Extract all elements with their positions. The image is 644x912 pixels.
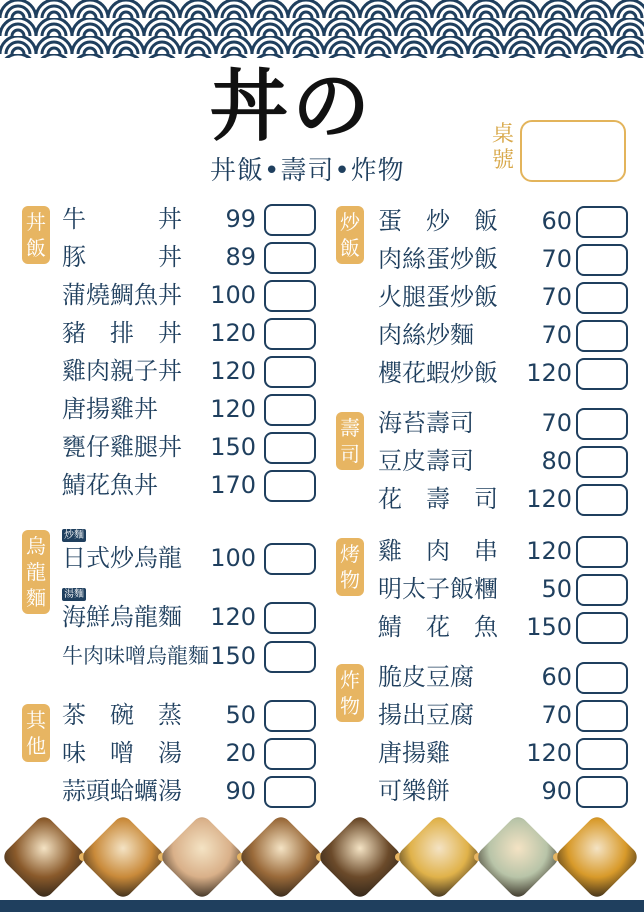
- menu-item-price: 120: [526, 359, 572, 387]
- menu-item: [0, 736, 644, 770]
- menu-item-name: 海苔壽司: [378, 409, 474, 437]
- menu-item-name: 揚出豆腐: [378, 701, 474, 729]
- category-grilled: 烤物: [336, 538, 364, 596]
- category-fried-rice: 炒飯: [336, 206, 364, 264]
- quantity-box[interactable]: [576, 358, 628, 390]
- menu-item-price: 70: [541, 701, 572, 729]
- menu-item-name: 海鮮烏龍麵: [62, 603, 182, 631]
- grilled-fish-photo: [237, 813, 325, 901]
- menu-item-name: 唐揚雞: [378, 739, 450, 767]
- quantity-box[interactable]: [576, 282, 628, 314]
- noodle-type-tag: 湯麵: [64, 589, 84, 600]
- menu-item: [0, 774, 644, 808]
- menu-item: [0, 444, 644, 478]
- menu-item-price: 89: [225, 243, 256, 271]
- menu-item: [0, 572, 644, 606]
- quantity-box[interactable]: [576, 206, 628, 238]
- menu-item-price: 120: [526, 739, 572, 767]
- restaurant-subtitle: 丼飯•壽司•炸物: [210, 156, 405, 186]
- quantity-box[interactable]: [576, 244, 628, 276]
- table-number-label: 桌號: [492, 122, 515, 173]
- category-sushi: 壽司: [336, 412, 364, 470]
- menu-item-price: 99: [225, 205, 256, 233]
- bottom-bar: [0, 900, 644, 912]
- noodle-type-tag: 炒麵: [64, 530, 84, 541]
- menu-item-price: 20: [225, 739, 256, 767]
- menu-item-name: 雞肉親子丼: [62, 357, 182, 385]
- menu-item-price: 70: [541, 321, 572, 349]
- menu-item-name: 肉絲蛋炒飯: [378, 245, 498, 273]
- menu-item-price: 120: [526, 485, 572, 513]
- menu-item-name: 味 噌 湯: [62, 739, 182, 767]
- menu-item-price: 170: [210, 471, 256, 499]
- quantity-box[interactable]: [576, 738, 628, 770]
- menu-item: [0, 280, 644, 314]
- menu-item-name: 牛 丼: [62, 205, 182, 233]
- menu-item-price: 60: [541, 207, 572, 235]
- fried-rice-photo: [395, 813, 483, 901]
- menu-item-name: 蒜頭蛤蠣湯: [62, 777, 182, 805]
- menu-item: [0, 242, 644, 276]
- menu-item-price: 90: [225, 777, 256, 805]
- category-udon: 烏龍麵: [22, 530, 50, 614]
- menu-item-price: 60: [541, 663, 572, 691]
- menu-item-name: 唐揚雞丼: [62, 395, 158, 423]
- menu-item-name: 豚 丼: [62, 243, 182, 271]
- quantity-box[interactable]: [576, 776, 628, 808]
- menu-item: [0, 204, 644, 238]
- category-donburi: 丼飯: [22, 206, 50, 264]
- menu-item: [0, 534, 644, 568]
- menu-item-name: 鯖 花 魚: [378, 613, 498, 641]
- menu-item-price: 90: [541, 777, 572, 805]
- menu-item-price: 70: [541, 409, 572, 437]
- menu-item-price: 50: [541, 575, 572, 603]
- menu-item: [0, 482, 644, 516]
- menu-item-price: 100: [210, 281, 256, 309]
- skewer-photo: [316, 813, 404, 901]
- menu-item-name: 甕仔雞腿丼: [62, 433, 182, 461]
- menu-item-price: 120: [210, 603, 256, 631]
- menu-item-name: 日式炒烏龍: [62, 544, 182, 572]
- menu-item-name: 雞 肉 串: [378, 537, 498, 565]
- menu-item: [0, 698, 644, 732]
- menu-item-price: 120: [210, 395, 256, 423]
- donburi-photo: [0, 813, 88, 901]
- menu-item-price: 70: [541, 283, 572, 311]
- menu-item-name: 蒲燒鯛魚丼: [62, 281, 182, 309]
- quantity-box[interactable]: [576, 320, 628, 352]
- sushi-roll-photo: [158, 813, 246, 901]
- menu-item-price: 150: [210, 433, 256, 461]
- menu-item-name: 豆皮壽司: [378, 447, 474, 475]
- menu-item-price: 80: [541, 447, 572, 475]
- menu-item-price: 150: [526, 613, 572, 641]
- menu-item-price: 120: [526, 537, 572, 565]
- menu-item-price: 120: [210, 319, 256, 347]
- menu-item: [0, 406, 644, 440]
- menu-item-price: 50: [225, 701, 256, 729]
- menu-item-name: 脆皮豆腐: [378, 663, 474, 691]
- menu-item-name: 明太子飯糰: [378, 575, 498, 603]
- menu-item-name: 火腿蛋炒飯: [378, 283, 498, 311]
- menu-item-price: 70: [541, 245, 572, 273]
- category-fried: 炸物: [336, 664, 364, 722]
- menu-item-name: 鯖花魚丼: [62, 471, 158, 499]
- menu-item-price: 120: [210, 357, 256, 385]
- menu-item: [0, 356, 644, 390]
- menu-item-name: 豬 排 丼: [62, 319, 182, 347]
- menu-item-name: 花 壽 司: [378, 485, 498, 513]
- quantity-box[interactable]: [576, 574, 628, 606]
- inari-sushi-photo: [79, 813, 167, 901]
- fried-food-photo: [553, 813, 641, 901]
- quantity-box[interactable]: [576, 446, 628, 478]
- menu-item-name: 櫻花蝦炒飯: [378, 359, 498, 387]
- menu-item: [0, 660, 644, 694]
- menu-item-name: 蛋 炒 飯: [378, 207, 498, 235]
- noodle-soup-photo: [474, 813, 562, 901]
- quantity-box[interactable]: [576, 408, 628, 440]
- quantity-box[interactable]: [576, 612, 628, 644]
- menu-item-name: 肉絲炒麵: [378, 321, 474, 349]
- table-number-field[interactable]: [520, 120, 626, 182]
- menu-item: [0, 318, 644, 352]
- menu-item-name: 可樂餅: [378, 777, 450, 805]
- quantity-box[interactable]: [576, 484, 628, 516]
- quantity-box[interactable]: [576, 700, 628, 732]
- restaurant-title: 丼の: [210, 61, 375, 152]
- food-photo-strip: [0, 822, 644, 892]
- wave-pattern-header: [0, 0, 644, 58]
- menu-item-price: 150: [210, 642, 256, 670]
- menu-item-price: 100: [210, 544, 256, 572]
- quantity-box[interactable]: [576, 536, 628, 568]
- category-others: 其他: [22, 704, 50, 762]
- menu-item-name: 牛肉味噌烏龍麵: [62, 644, 209, 668]
- menu-item: [0, 610, 644, 644]
- menu-item-name: 茶 碗 蒸: [62, 701, 182, 729]
- quantity-box[interactable]: [576, 662, 628, 694]
